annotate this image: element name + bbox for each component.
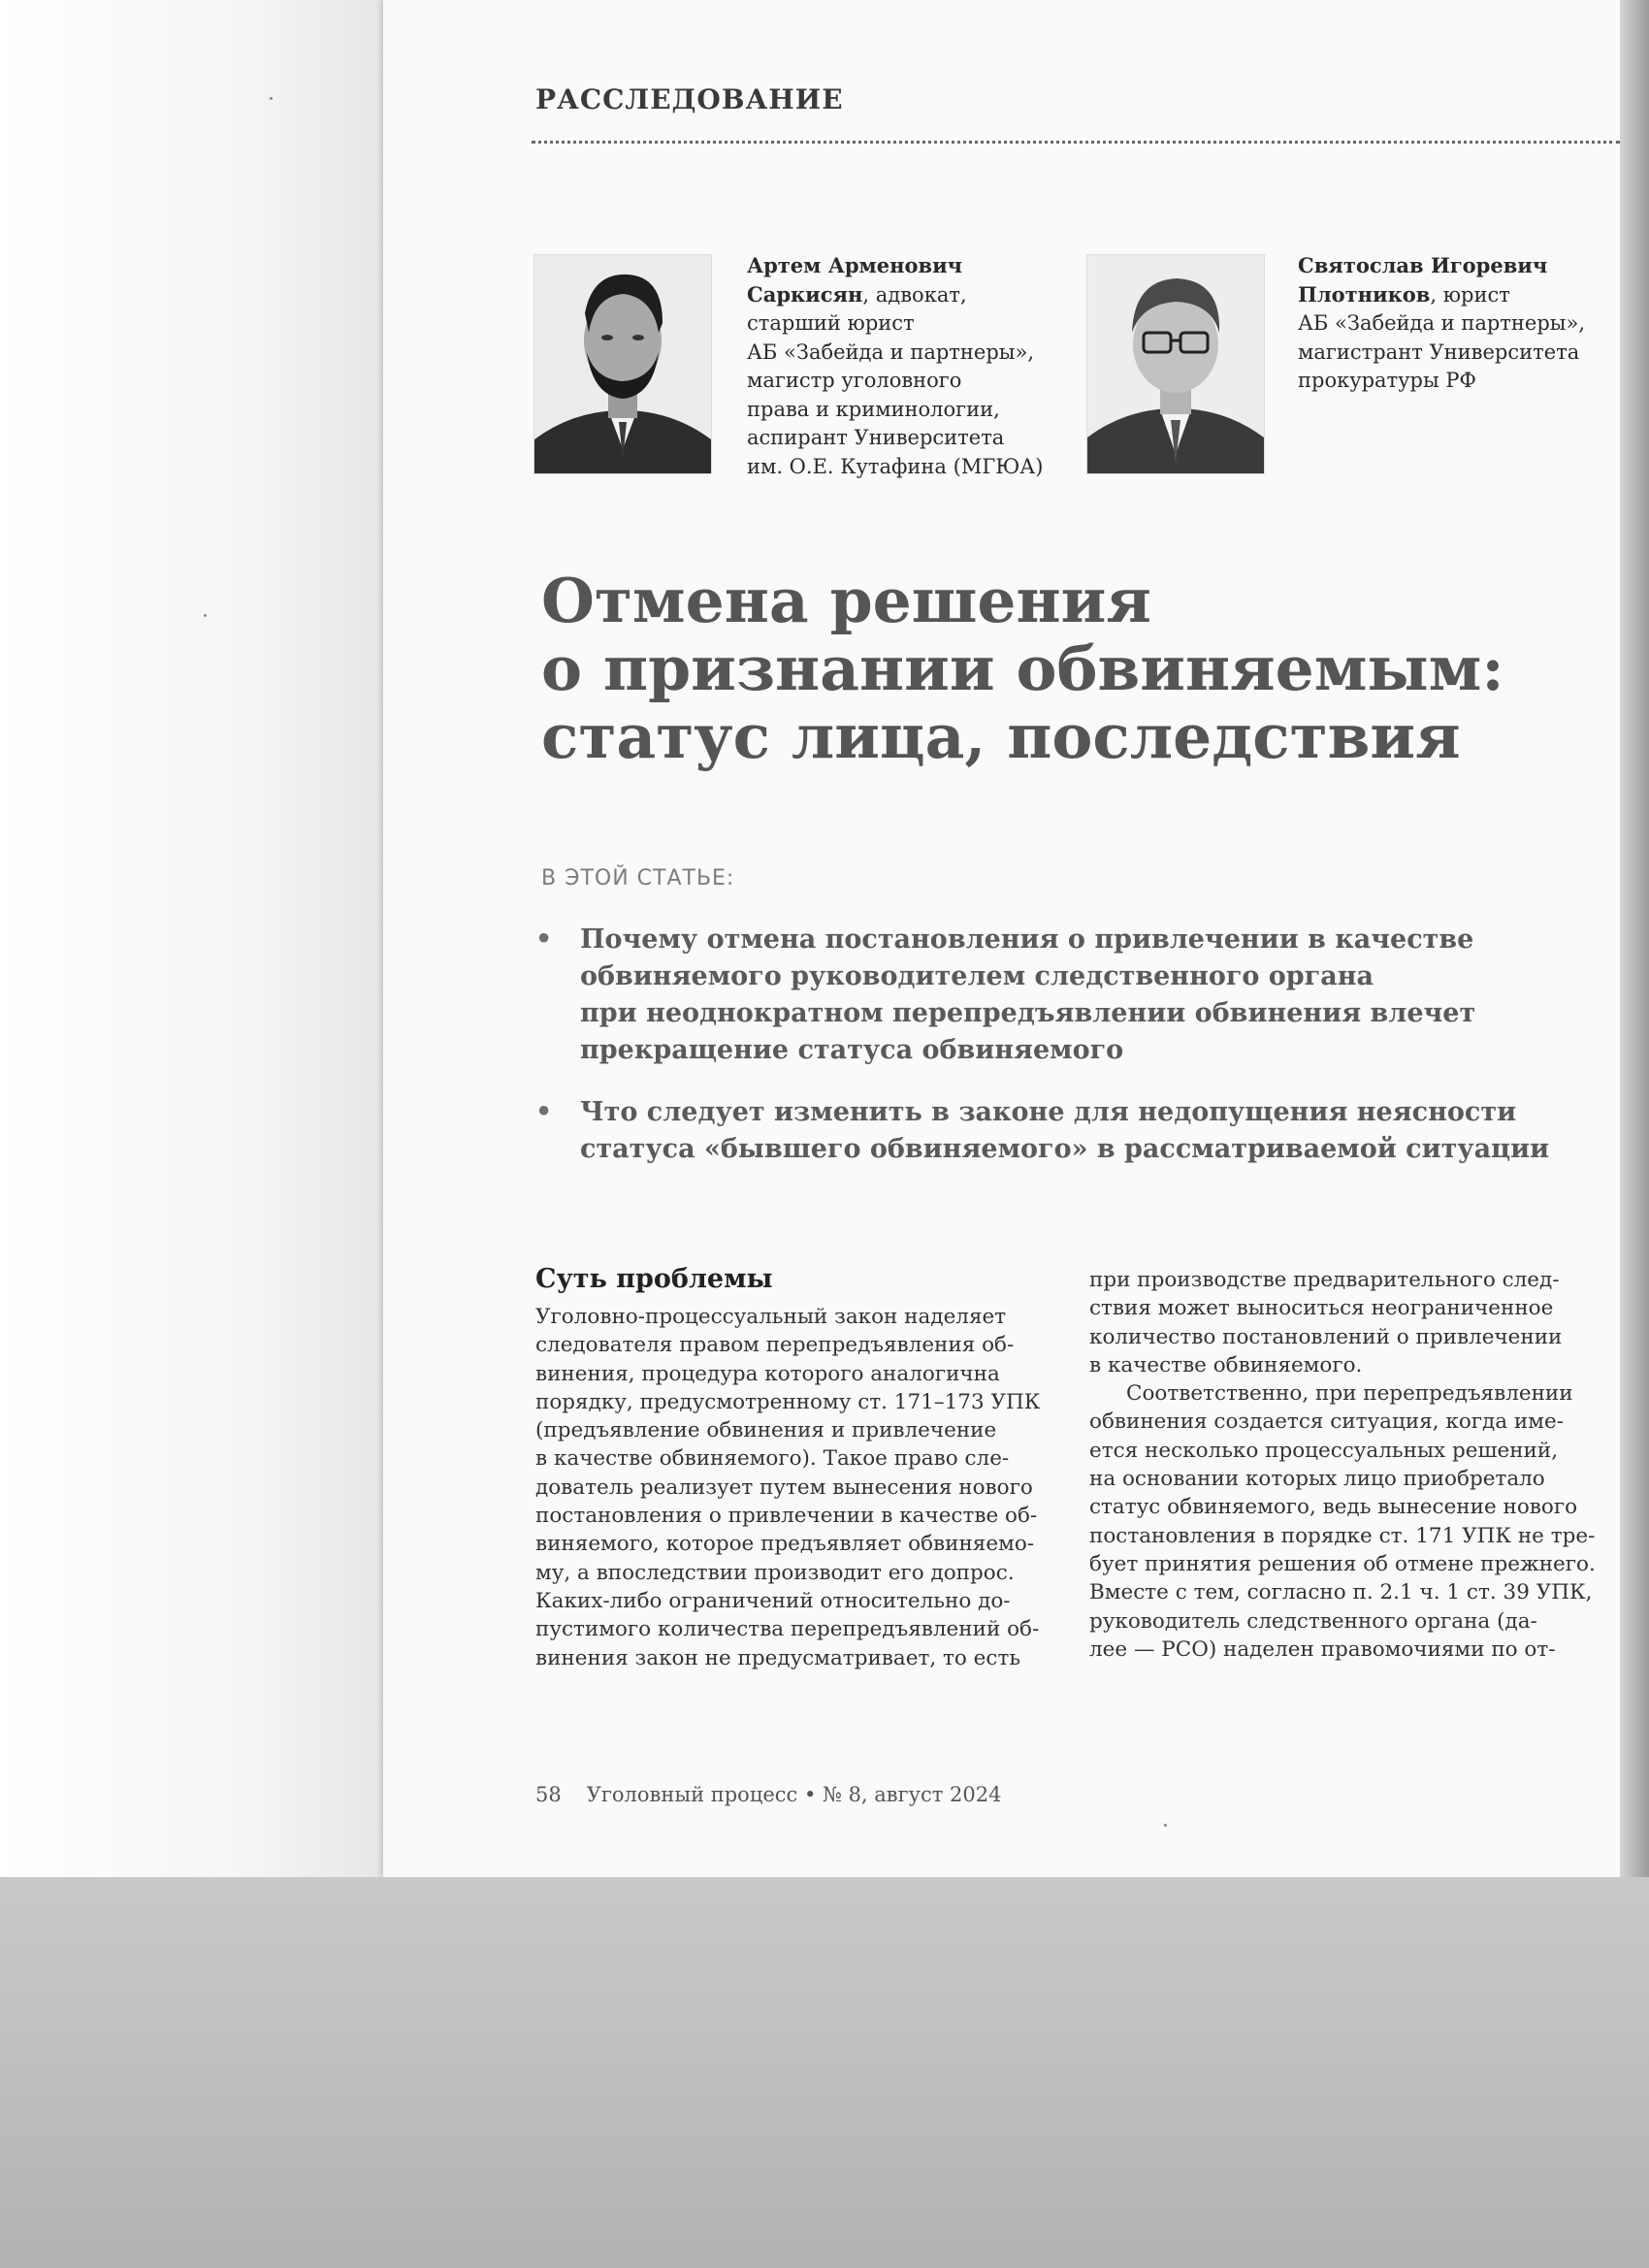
title-line: статус лица, последствия <box>541 700 1461 772</box>
body-line: в качестве обвиняемого. <box>1089 1352 1363 1377</box>
body-line: Каких-либо ограничений относительно до- <box>535 1588 1011 1613</box>
section-label: РАССЛЕДОВАНИЕ <box>535 83 844 115</box>
scan-speck <box>204 614 207 617</box>
author-info-plotnikov <box>1298 251 1608 396</box>
body-line: му, а впоследствии производит его допрос. <box>535 1560 1015 1585</box>
author-bio-line: аспирант Университета <box>747 426 1005 449</box>
bullet-icon: • <box>535 1097 553 1127</box>
scan-speck <box>1164 1824 1167 1827</box>
body-line: при производстве предварительного след- <box>1089 1268 1560 1292</box>
author-bio-line: магистр уголовного <box>747 369 962 392</box>
body-line: винения, процедура которого аналогична <box>535 1361 1000 1386</box>
lead-line: Что следует изменить в законе для недопущения неясности <box>580 1097 1517 1127</box>
page-footer <box>535 1783 1001 1806</box>
body-line: Уголовно-процессуальный закон наделяет <box>535 1305 1007 1329</box>
body-line: порядку, предусмотренному ст. 171–173 УПК <box>535 1389 1041 1414</box>
scan-left-shadow <box>0 0 383 1892</box>
body-line: постановления о привлечении в качестве об- <box>535 1504 1038 1529</box>
author-bio-line: АБ «Забейда и партнеры», <box>1298 311 1586 335</box>
author-name-line <box>747 280 1057 310</box>
body-line: на основании которых лицо приобретало <box>1089 1467 1545 1492</box>
body-line: обвинения создается ситуация, когда име- <box>1089 1409 1564 1435</box>
body-line: количество постановлений о привлечении <box>1089 1324 1563 1349</box>
author-surname: Плотников <box>1298 281 1431 307</box>
author-bio-line: прокуратуры РФ <box>1298 369 1476 392</box>
author-first-names: Артем Арменович <box>747 253 963 277</box>
lead-line: обвиняемого руководителем следственного органа <box>580 961 1374 991</box>
body-line: в качестве обвиняемого). Такое право сле- <box>535 1446 1010 1472</box>
author-surname: Саркисян <box>747 281 863 307</box>
body-line: пустимого количества перепредъявлений об- <box>535 1617 1040 1642</box>
scan-speck <box>270 97 273 100</box>
body-column-right <box>1089 1266 1613 1664</box>
scan-bottom-shadow <box>0 1877 1649 2268</box>
body-line: ется несколько процессуальных решений, <box>1089 1438 1559 1463</box>
bullet-icon: • <box>535 924 553 955</box>
body-line: руководитель следственного органа (да- <box>1089 1608 1537 1634</box>
article-title <box>541 567 1589 770</box>
author-bio-line: им. О.Е. Кутафина (МГЮА) <box>747 454 1044 478</box>
author-first-names: Святослав Игоревич <box>1298 253 1548 277</box>
author-name-line <box>1298 280 1608 310</box>
author-bio-first: , адвокат, <box>862 282 967 307</box>
lead-line: статуса «бывшего обвиняемого» в рассматриваемой ситуации <box>580 1134 1550 1164</box>
body-line: ствия может выноситься неограниченное <box>1089 1296 1554 1321</box>
portrait-icon <box>534 255 711 473</box>
body-column-left <box>535 1263 1059 1672</box>
lead-line: Почему отмена постановления о привлечении в качестве <box>580 924 1474 955</box>
title-line: Отмена решения <box>541 565 1151 636</box>
body-line: дователь реализует путем вынесения нового <box>535 1474 1033 1500</box>
lead-line: при неоднократном перепредъявлении обвинения влечет <box>580 998 1476 1028</box>
lead-item-text <box>580 922 1647 1069</box>
body-line: следователя правом перепредъявления об- <box>535 1333 1015 1358</box>
title-line: о признании обвиняемым: <box>541 632 1504 704</box>
body-line: виняемого, которое предъявляет обвиняемо- <box>535 1532 1035 1557</box>
body-line: винения закон не предусматривает, то есть <box>535 1645 1021 1670</box>
journal-issue: Уголовный процесс • № 8, август 2024 <box>586 1783 1002 1806</box>
lead-line: прекращение статуса обвиняемого <box>580 1035 1124 1065</box>
author-bio-line: магистрант Университета <box>1298 340 1580 364</box>
body-line: Вместе с тем, согласно п. 2.1 ч. 1 ст. 39 УПК, <box>1089 1580 1593 1605</box>
portrait-icon <box>1087 255 1264 473</box>
author-bio-line: права и криминологии, <box>747 397 1000 421</box>
body-line: лее — РСО) наделен правомочиями по от- <box>1089 1636 1556 1662</box>
section-divider <box>532 141 1620 144</box>
body-line: статус обвиняемого, ведь вынесение нового <box>1089 1495 1578 1520</box>
author-bio-first: , юрист <box>1430 282 1510 307</box>
body-line: Соответственно, при перепредъявлении <box>1126 1381 1573 1407</box>
author-bio-line: АБ «Забейда и партнеры», <box>747 340 1035 364</box>
lead-item <box>535 1094 1612 1172</box>
author-info-sarkisyan <box>747 251 1057 481</box>
body-line: бует принятия решения об отмене прежнего. <box>1089 1551 1596 1576</box>
author-bio-line: старший юрист <box>747 311 915 335</box>
author-photo-plotnikov <box>1086 254 1265 474</box>
lead-item-text <box>580 1094 1647 1168</box>
body-line: (предъявление обвинения и привлечение <box>535 1418 997 1443</box>
lead-item <box>535 922 1612 1077</box>
body-line: постановления в порядке ст. 171 УПК не тре- <box>1089 1523 1596 1548</box>
page-number: 58 <box>535 1783 562 1806</box>
lead-label: В ЭТОЙ СТАТЬЕ: <box>541 866 735 891</box>
author-photo-sarkisyan <box>534 254 712 474</box>
section-heading: Суть проблемы <box>535 1264 773 1294</box>
